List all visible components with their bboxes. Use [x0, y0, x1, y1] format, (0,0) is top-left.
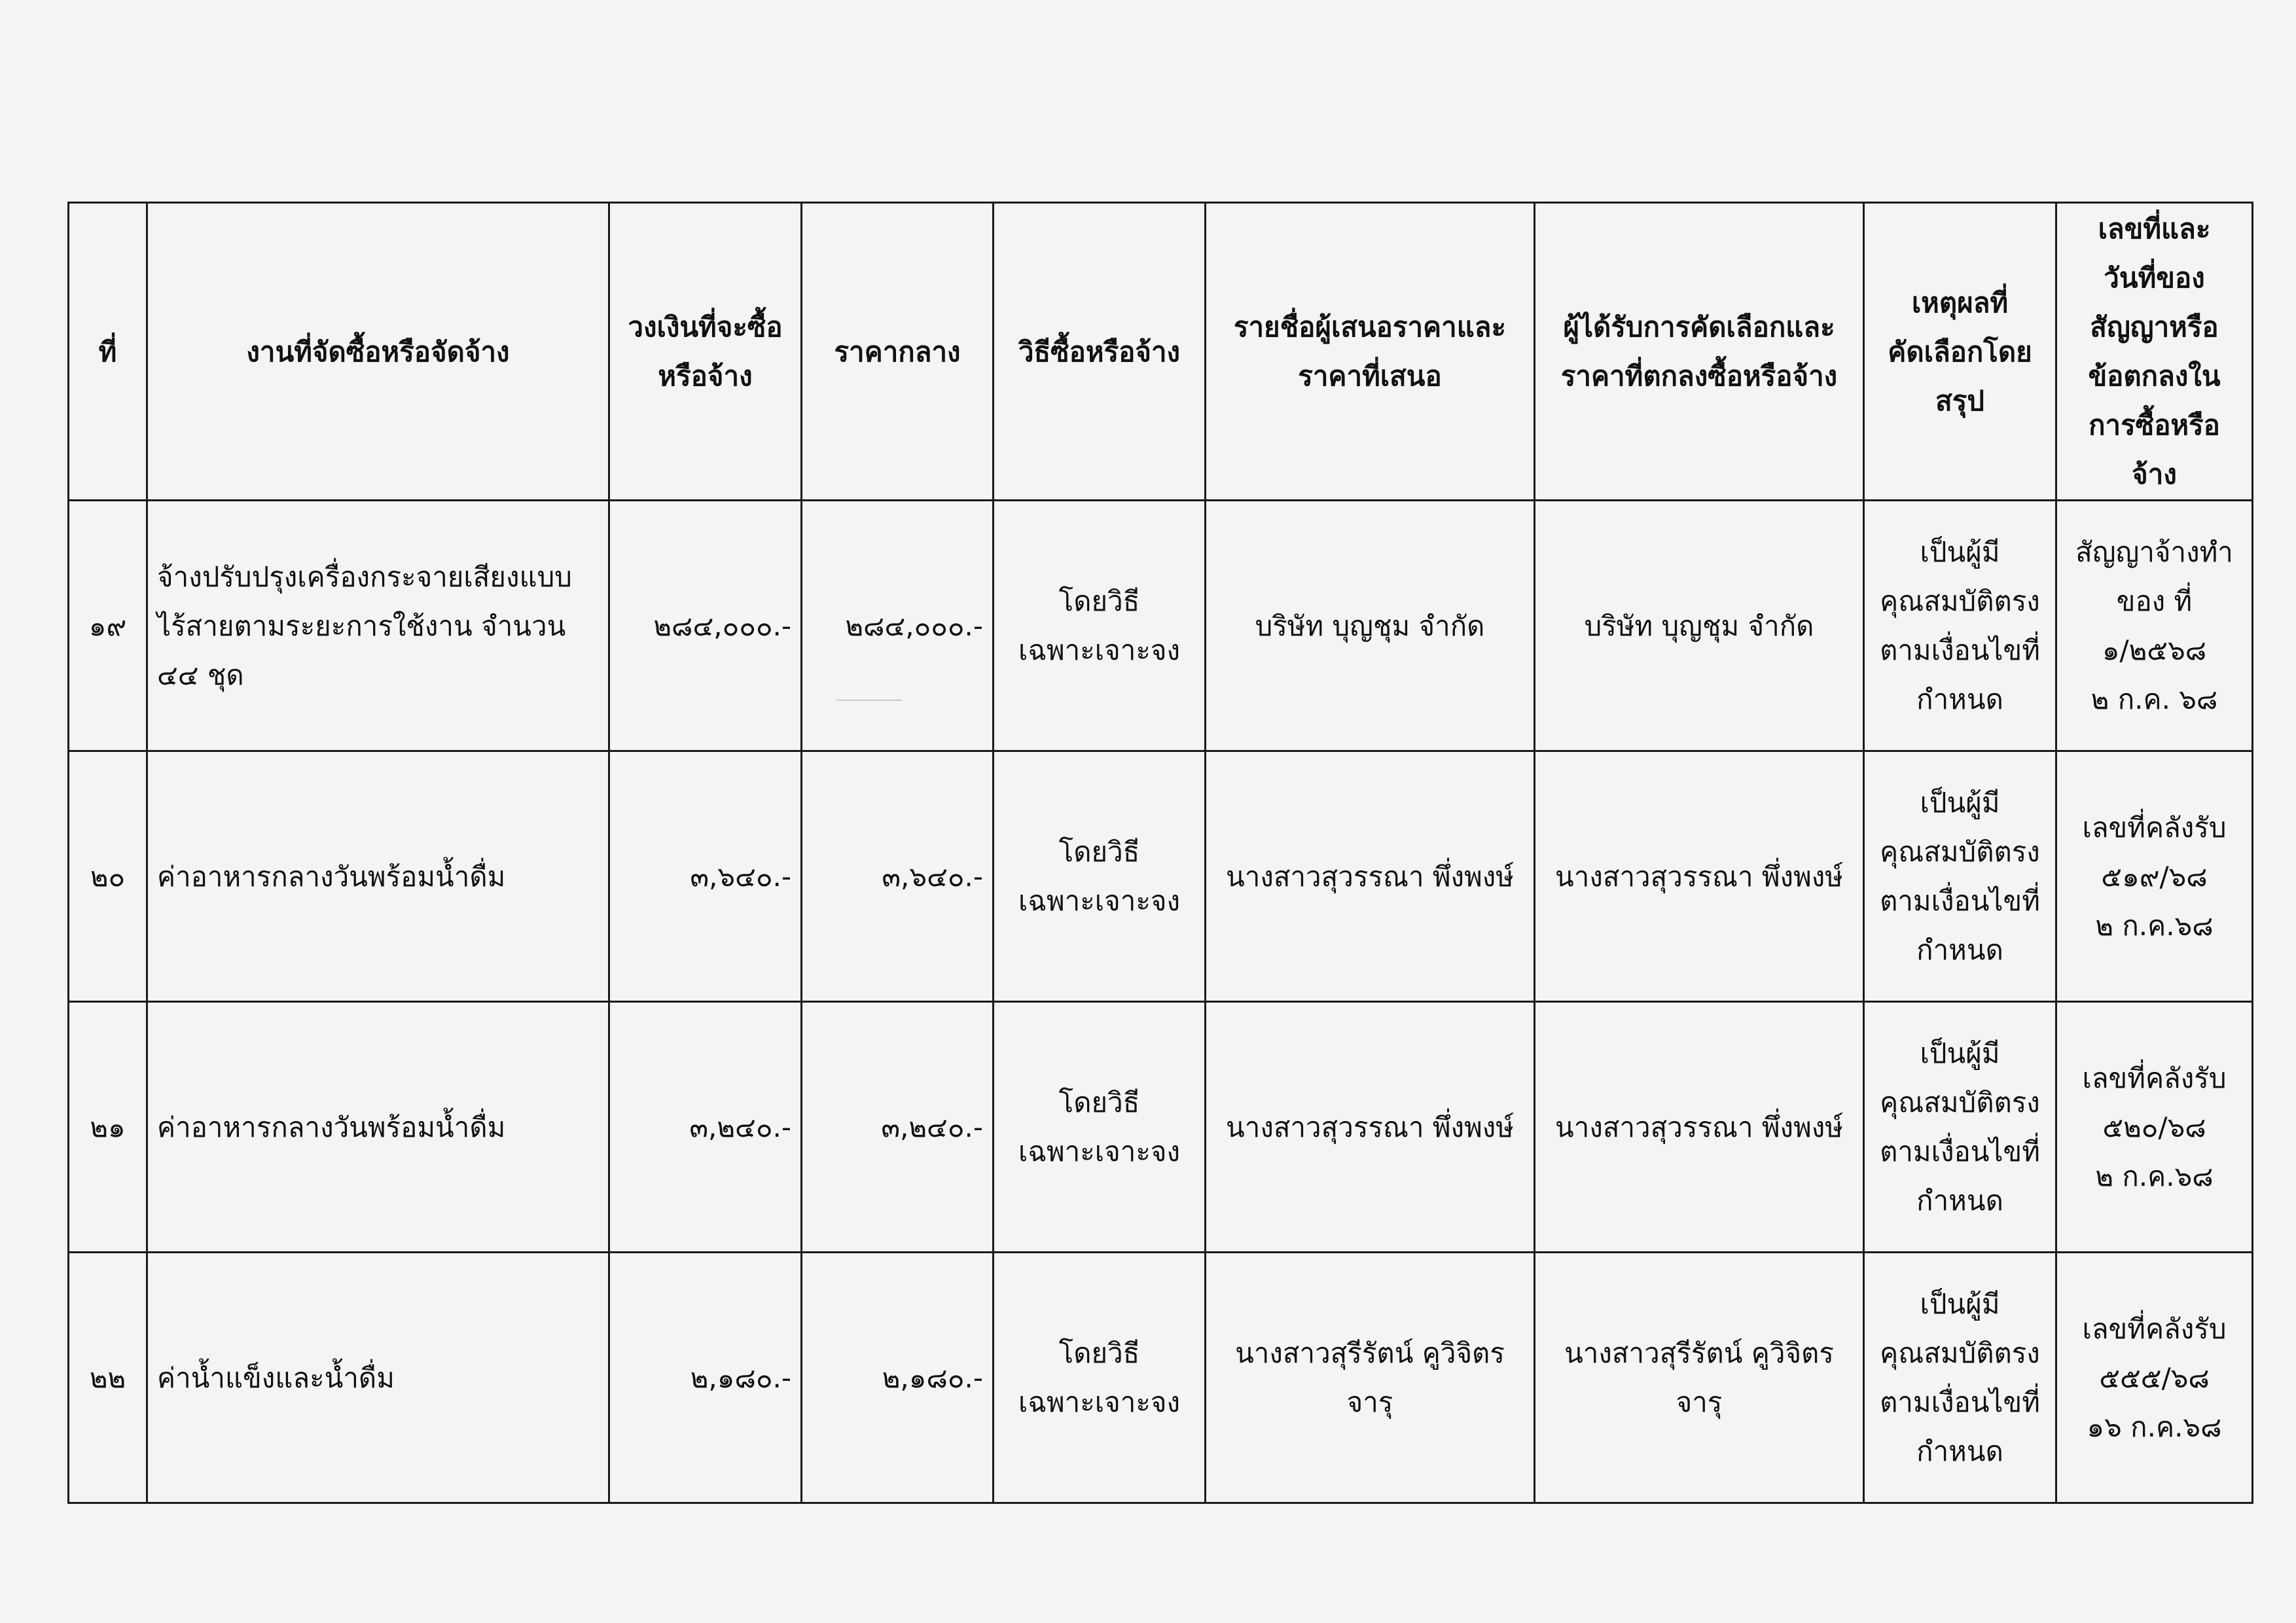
procurement-table: [67, 202, 2253, 1504]
text-line: เฉพาะเจาะจง: [1018, 1386, 1181, 1418]
header-bidders: [1206, 203, 1535, 501]
text-line: วงเงินที่จะซื้อ: [628, 311, 783, 343]
text-line: ๕๕๕/๖๘: [2099, 1361, 2210, 1394]
cell-budget: ๒๘๔,๐๐๐.-: [609, 501, 802, 751]
header-contract: [2056, 203, 2253, 501]
cell-bidders: นางสาวสุวรรณา พึ่งพงษ์: [1206, 751, 1535, 1002]
text-line: หรือจ้าง: [658, 360, 753, 392]
text-line: โดยวิธี: [1058, 1337, 1140, 1369]
cell-reason: [1864, 1002, 2056, 1253]
text-line: เป็นผู้มี: [1920, 536, 2000, 568]
cell-contract: [2056, 1253, 2253, 1503]
table-row: [69, 1253, 2253, 1503]
text-line: ๒ ก.ค.๖๘: [2095, 1160, 2214, 1192]
header-no: [69, 203, 147, 501]
text-line: ผู้ได้รับการคัดเลือกและ: [1563, 311, 1835, 343]
text-line: ราคากลาง: [834, 335, 961, 368]
cell-median-price: ๓,๒๔๐.-: [802, 1002, 994, 1253]
text-line: วันที่ของ: [2104, 262, 2205, 294]
cell-median-price: ๓,๖๔๐.-: [802, 751, 994, 1002]
cell-median-price: ๒,๑๘๐.-: [802, 1253, 994, 1503]
header-reason: [1864, 203, 2056, 501]
text-line: การซื้อหรือ: [2089, 409, 2220, 441]
text-line: ค่าอาหารกลางวันพร้อมน้ำดื่ม: [157, 860, 506, 893]
text-line: จ้างปรับปรุงเครื่องกระจายเสียงแบบ: [157, 560, 572, 593]
text-line: คุณสมบัติตรง: [1880, 1337, 2040, 1369]
text-line: สัญญาจ้างทำ: [2075, 536, 2233, 568]
cell-work: [147, 751, 609, 1002]
text-line: ตามเงื่อนไขที่: [1880, 1135, 2040, 1168]
cell-contract: [2056, 751, 2253, 1002]
text-line: คุณสมบัติตรง: [1880, 1086, 2040, 1118]
cell-contract: [2056, 1002, 2253, 1253]
text-line: โดยวิธี: [1058, 1086, 1140, 1118]
text-line: รายชื่อผู้เสนอราคาและ: [1233, 311, 1507, 343]
cell-budget: ๓,๖๔๐.-: [609, 751, 802, 1002]
text-line: เลขที่และ: [2098, 213, 2211, 245]
cell-bidders: นางสาวสุรีรัตน์ คูวิจิตรจารุ: [1206, 1253, 1535, 1503]
text-line: เป็นผู้มี: [1920, 1037, 2000, 1069]
table-row: [69, 751, 2253, 1002]
text-line: เลขที่คลังรับ: [2082, 811, 2227, 844]
table-row: [69, 1002, 2253, 1253]
cell-work: [147, 1253, 609, 1503]
text-line: ไร้สายตามระยะการใช้งาน จำนวน: [157, 609, 566, 642]
cell-selected: นางสาวสุรีรัตน์ คูวิจิตรจารุ: [1535, 1253, 1864, 1503]
text-line: โดยวิธี: [1058, 836, 1140, 868]
text-line: เลขที่คลังรับ: [2082, 1312, 2227, 1345]
text-line: ที่: [98, 335, 117, 368]
table-row: [69, 501, 2253, 751]
cell-selected: บริษัท บุญชุม จำกัด: [1535, 501, 1864, 751]
text-line: โดยวิธี: [1058, 585, 1140, 617]
header-median-price: [802, 203, 994, 501]
cell-no: ๒๐: [69, 751, 147, 1002]
text-line: ค่าน้ำแข็งและน้ำดื่ม: [157, 1361, 395, 1394]
text-line: เฉพาะเจาะจง: [1018, 885, 1181, 917]
text-line: จ้าง: [2132, 458, 2177, 490]
text-line: ตามเงื่อนไขที่: [1880, 1386, 2040, 1418]
cell-no: ๒๑: [69, 1002, 147, 1253]
cell-method: [994, 1253, 1206, 1503]
text-line: ๑๖ ก.ค.๖๘: [2087, 1410, 2222, 1443]
cell-bidders: นางสาวสุวรรณา พึ่งพงษ์: [1206, 1002, 1535, 1253]
cell-method: [994, 501, 1206, 751]
header-budget: [609, 203, 802, 501]
text-line: ราคาที่เสนอ: [1298, 360, 1442, 392]
text-line: เป็นผู้มี: [1920, 1288, 2000, 1320]
text-line: ของ ที่: [2116, 585, 2193, 617]
cell-contract: [2056, 501, 2253, 751]
text-line: เหตุผลที่: [1911, 286, 2009, 319]
header-method: [994, 203, 1206, 501]
text-line: สัญญาหรือ: [2090, 311, 2219, 343]
text-line: ค่าอาหารกลางวันพร้อมน้ำดื่ม: [157, 1111, 506, 1143]
text-line: ๔๔ ชุด: [157, 658, 244, 691]
cell-no: ๒๒: [69, 1253, 147, 1503]
text-line: คัดเลือกโดย: [1888, 335, 2032, 368]
cell-reason: [1864, 501, 2056, 751]
cell-work: [147, 501, 609, 751]
text-line: ราคาที่ตกลงซื้อหรือจ้าง: [1560, 360, 1838, 392]
text-line: งานที่จัดซื้อหรือจัดจ้าง: [246, 335, 510, 368]
text-line: สรุป: [1935, 384, 1984, 417]
text-line: เป็นผู้มี: [1920, 787, 2000, 819]
cell-reason: [1864, 1253, 2056, 1503]
text-line: ตามเงื่อนไขที่: [1880, 885, 2040, 917]
cell-selected: นางสาวสุวรรณา พึ่งพงษ์: [1535, 1002, 1864, 1253]
text-line: กำหนด: [1916, 1435, 2003, 1467]
text-line: ๒ ก.ค. ๖๘: [2090, 683, 2218, 715]
header-row: [69, 203, 2253, 501]
header-selected: [1535, 203, 1864, 501]
text-line: ๕๒๐/๖๘: [2102, 1111, 2206, 1143]
text-line: กำหนด: [1916, 934, 2003, 966]
cell-budget: ๓,๒๔๐.-: [609, 1002, 802, 1253]
text-line: กำหนด: [1916, 683, 2003, 715]
pen-mark: [836, 700, 902, 701]
text-line: กำหนด: [1916, 1185, 2003, 1217]
header-work: [147, 203, 609, 501]
text-line: คุณสมบัติตรง: [1880, 836, 2040, 868]
cell-selected: นางสาวสุวรรณา พึ่งพงษ์: [1535, 751, 1864, 1002]
text-line: ตามเงื่อนไขที่: [1880, 634, 2040, 666]
text-line: ๑/๒๕๖๘: [2102, 634, 2207, 666]
cell-method: [994, 751, 1206, 1002]
cell-budget: ๒,๑๘๐.-: [609, 1253, 802, 1503]
text-line: ข้อตกลงใน: [2088, 360, 2221, 392]
text-line: ๒ ก.ค.๖๘: [2095, 909, 2214, 942]
text-line: เลขที่คลังรับ: [2082, 1061, 2227, 1094]
cell-bidders: บริษัท บุญชุม จำกัด: [1206, 501, 1535, 751]
text-line: เฉพาะเจาะจง: [1018, 634, 1181, 666]
text-line: ๕๑๙/๖๘: [2101, 860, 2208, 893]
cell-reason: [1864, 751, 2056, 1002]
text-line: วิธีซื้อหรือจ้าง: [1018, 335, 1181, 368]
cell-work: [147, 1002, 609, 1253]
text-line: เฉพาะเจาะจง: [1018, 1135, 1181, 1168]
cell-median-price: ๒๘๔,๐๐๐.-: [802, 501, 994, 751]
cell-no: ๑๙: [69, 501, 147, 751]
cell-method: [994, 1002, 1206, 1253]
text-line: คุณสมบัติตรง: [1880, 585, 2040, 617]
